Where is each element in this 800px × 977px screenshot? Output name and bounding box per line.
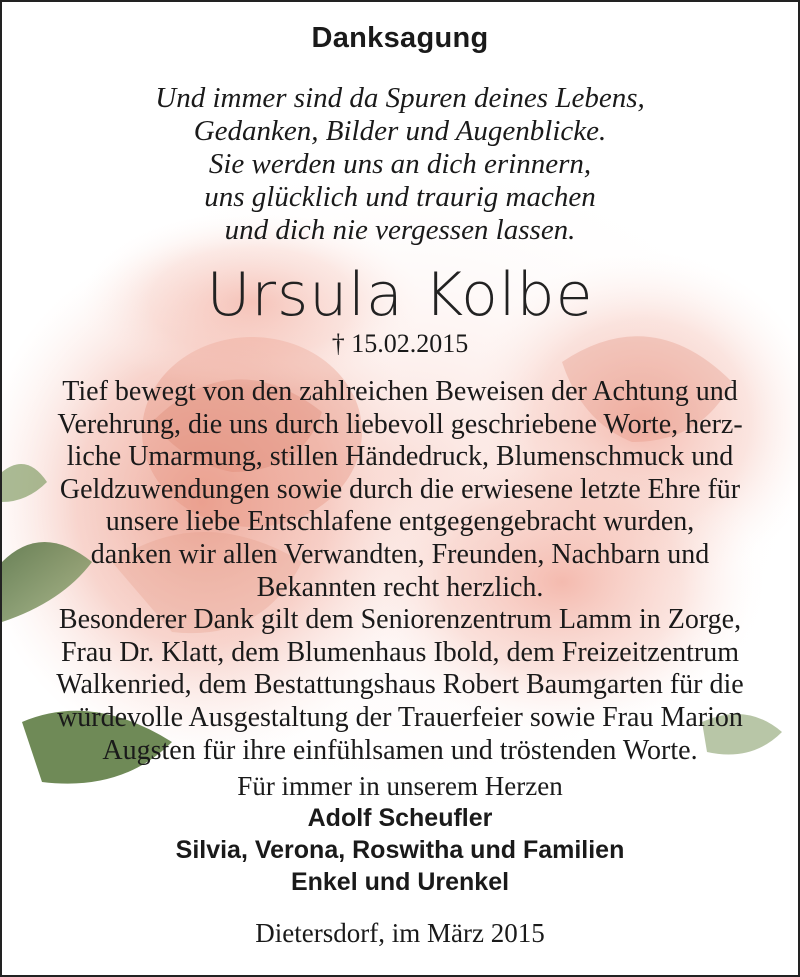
text-line: liche Umarmung, stillen Händedruck, Blumenschmuck und	[66, 441, 734, 473]
text-line: Bekannten recht herzlich.	[256, 571, 544, 603]
signatory: Enkel und Urenkel	[290, 868, 510, 896]
deceased-name: Ursula Kolbe	[206, 260, 594, 330]
signatory: Adolf Scheufler	[307, 804, 493, 832]
text-line: danken wir allen Verwandten, Freunden, Nachbarn und	[90, 538, 710, 570]
closing-line: Für immer in unserem Herzen	[237, 771, 563, 801]
poem	[2, 82, 798, 247]
text-line: Frau Dr. Klatt, dem Blumenhaus Ibold, dem Freizeitzentrum	[60, 636, 740, 668]
text-line: Besonderer Dank gilt dem Seniorenzentrum Lamm in Zorge,	[58, 604, 742, 636]
text-line: Verehrung, die uns durch liebevoll geschriebene Worte, herz-	[57, 408, 743, 440]
place-date: Dietersdorf, im März 2015	[255, 918, 545, 948]
poem-line: und dich nie vergessen lassen.	[224, 214, 576, 246]
signature-block	[2, 770, 798, 898]
text-line: Tief bewegt von den zahlreichen Beweisen der Achtung und	[62, 376, 738, 407]
text-line: Walkenried, dem Bestattungshaus Robert Baumgarten für die	[56, 669, 744, 701]
thanks-text	[2, 376, 798, 767]
heading: Danksagung	[311, 22, 489, 54]
text-line: Augsten für ihre einfühlsamen und tröstenden Worte.	[102, 734, 698, 766]
text-line: Geldzuwendungen sowie durch die erwiesene letzte Ehre für	[59, 473, 741, 505]
signatory: Silvia, Verona, Roswitha und Familien	[175, 836, 625, 864]
death-date: † 15.02.2015	[331, 329, 469, 358]
poem-line: Gedanken, Bilder und Augenblicke.	[193, 115, 607, 147]
text-line: unsere liebe Entschlafene entgegengebracht wurden,	[105, 506, 695, 538]
poem-line: Sie werden uns an dich erinnern,	[208, 148, 592, 180]
poem-line: uns glücklich und traurig machen	[204, 181, 596, 213]
poem-line: Und immer sind da Spuren deines Lebens,	[155, 82, 645, 114]
text-line: würdevolle Ausgestaltung der Trauerfeier sowie Frau Marion	[57, 701, 743, 733]
